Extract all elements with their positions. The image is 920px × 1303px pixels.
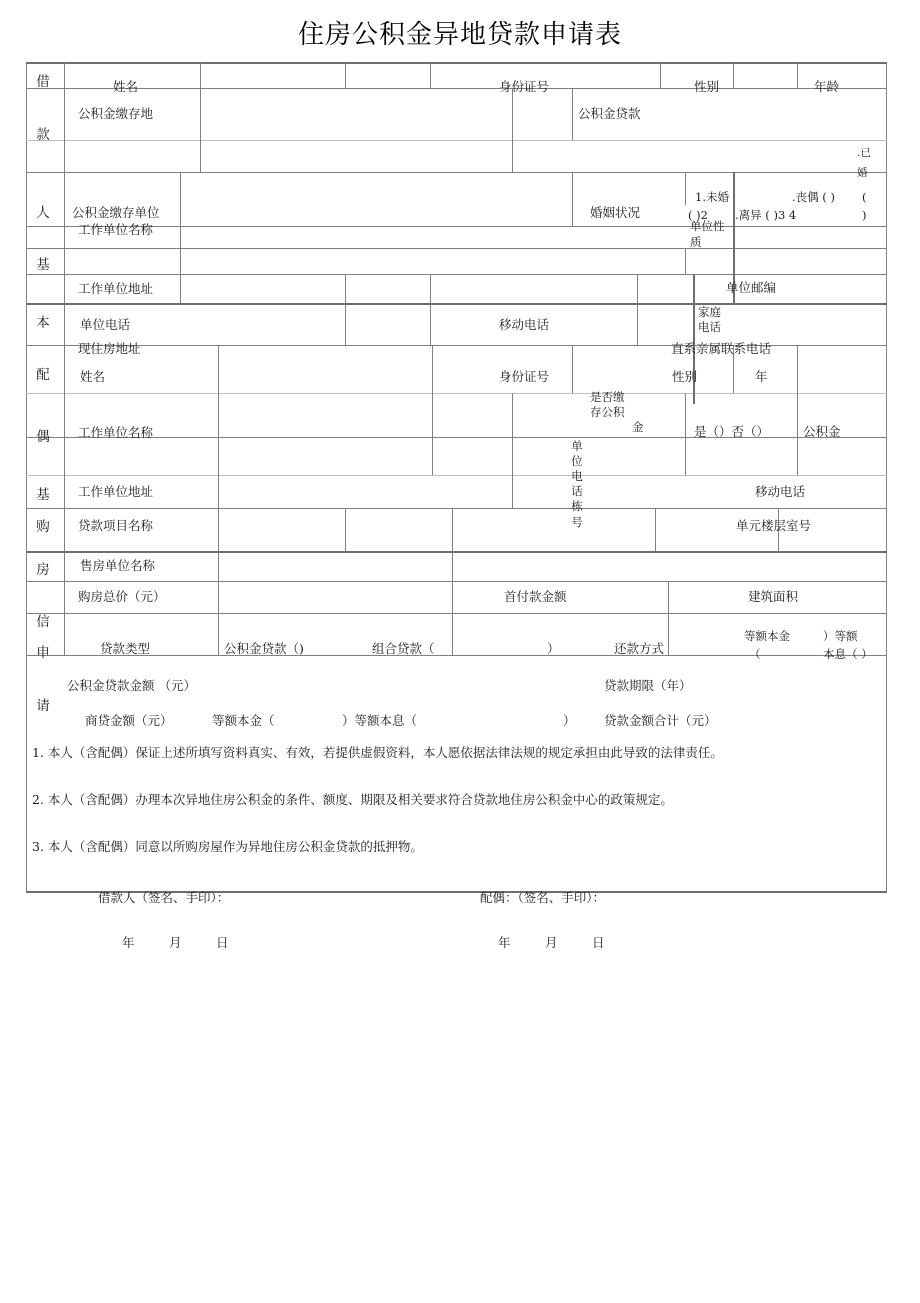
option-combined-loan-close: ）: [547, 641, 560, 656]
r8-col3-divider: [572, 345, 573, 393]
r6-col2-divider: [685, 248, 686, 274]
rule-r1-bottom: [26, 88, 887, 89]
label-marital-status: 婚姻状况: [590, 205, 641, 220]
rule-r11-bottom: [26, 475, 887, 476]
r1-col6-divider: [797, 62, 798, 88]
label-borrower-id: 身份证号: [499, 79, 550, 94]
r13-col3-divider: [452, 508, 453, 551]
rule-r6-bottom: [26, 274, 887, 275]
rail-char-spouse-2: 偶: [36, 429, 50, 445]
label-mobile-phone: 移动电话: [499, 317, 550, 332]
label-equal-installment: ）等额本息（: [342, 713, 418, 728]
label-spouse-unit-phone-vertical-1: 位: [571, 454, 583, 468]
r1-col3-divider: [430, 62, 431, 88]
label-relative-phone: 直系亲属联系电话: [671, 341, 772, 356]
r6-col1-divider: [180, 248, 181, 303]
marital-option-married-top: .已: [857, 147, 871, 159]
r8-col1-divider: [218, 345, 219, 393]
label-spouse-mobile-phone: 移动电话: [755, 484, 806, 499]
label-spouse-fund: 公积金: [803, 424, 841, 439]
r8-col2-divider: [432, 345, 433, 393]
label-building-no-1: 号: [571, 515, 583, 529]
r13-col1-divider: [218, 508, 219, 551]
rule-r9-bottom: [26, 393, 887, 394]
label-down-payment: 首付款金额: [504, 589, 567, 604]
r15-col1-divider: [218, 581, 219, 613]
r1-col2-divider: [345, 62, 346, 88]
rail-char-housing-2: 信: [36, 614, 50, 630]
declaration-2: 2. 本人（含配偶）办理本次异地住房公积金的条件、额度、期限及相关要求符合贷款地住房公积金中心的政策规定。: [32, 792, 673, 807]
rule-r15-bottom: [26, 613, 887, 614]
signature-borrower-label[interactable]: 借款人（签名、手印）：: [98, 890, 230, 905]
rail-separator: [64, 62, 65, 655]
label-has-fund-line2: 存公积: [590, 405, 625, 419]
r9-col2-divider: [432, 393, 433, 475]
rule-spouse-section-end: [26, 551, 887, 553]
r8-col5-divider: [797, 345, 798, 393]
label-closing-paren: ）: [563, 713, 576, 728]
rail-char-application-0: 请: [36, 698, 50, 714]
label-current-address: 现住房地址: [78, 341, 141, 356]
r16-col3-divider: [668, 613, 669, 655]
r2-col2-divider: [512, 88, 513, 172]
rail-char-borrower-2: 人: [36, 205, 50, 221]
rule-r2-bottom: [26, 140, 887, 141]
r4-col1-divider: [180, 172, 181, 248]
label-spouse-work-unit-name: 工作单位名称: [78, 425, 154, 440]
label-unit-nature-line2: 质: [690, 235, 702, 249]
rail-char-housing-3: 申: [36, 645, 50, 661]
r7-col2-divider: [430, 274, 431, 345]
rule-r5-bottom: [26, 248, 887, 249]
rail-char-housing-0: 购: [36, 519, 50, 535]
label-fund-deposit-place: 公积金缴存地: [78, 106, 154, 121]
label-spouse-gender: 性别: [672, 369, 698, 384]
label-spouse-unit-phone-vertical-3: 话: [571, 484, 583, 498]
r1-col1-divider: [200, 62, 201, 88]
label-spouse-id: 身份证号: [499, 369, 550, 384]
option-equal-principal-top: 等额本金: [744, 629, 790, 643]
r7-col1-divider: [345, 274, 346, 345]
r14-col1-divider: [218, 551, 219, 581]
label-unit-floor-room: 单元楼层室号: [736, 518, 812, 533]
rail-char-spouse-0: 本: [36, 315, 50, 331]
label-loan-term: 贷款期限（年）: [604, 678, 692, 693]
rail-char-housing-1: 房: [36, 562, 50, 578]
label-commercial-loan-amount: 商贷金额（元）: [85, 713, 173, 728]
frame-right-border: [886, 62, 887, 892]
rail-char-borrower-3: 基: [36, 257, 50, 273]
label-spouse-age: 年: [755, 369, 768, 384]
marital-option-divorced: .离异 ( )3 4: [735, 208, 797, 222]
signature-spouse-label[interactable]: 配偶：（签名、手印）：: [480, 890, 606, 905]
r9-col3-divider: [512, 393, 513, 508]
label-fund-loan-amount: 公积金贷款金额 （元）: [67, 678, 196, 693]
label-equal-principal: 等额本金（: [212, 713, 275, 728]
rail-char-spouse-1: 配: [36, 367, 50, 383]
r13-col4-divider: [655, 508, 656, 551]
label-unit-nature-line1: 单位性: [690, 219, 725, 233]
rule-r3-bottom: [26, 172, 887, 173]
label-has-fund-line1: 是否缴: [590, 390, 625, 404]
frame-top-border: [26, 62, 887, 64]
label-loan-project-name: 贷款项目名称: [78, 518, 154, 533]
label-fund-loan: 公积金贷款: [578, 106, 641, 121]
label-loan-total: 贷款金额合计（元）: [604, 713, 717, 728]
rail-char-spouse-3: 基: [36, 487, 50, 503]
page-title: 住房公积金异地贷款申请表: [297, 20, 622, 50]
option-equal-principal-bottom: （: [749, 647, 761, 661]
option-equal-installment-top: ）等额: [823, 629, 858, 643]
label-seller-unit-name: 售房单位名称: [80, 558, 156, 573]
rule-borrower-section-end: [26, 303, 887, 305]
label-spouse-name: 姓名: [80, 369, 106, 384]
r16-col1-divider: [218, 613, 219, 655]
label-loan-type: 贷款类型: [100, 641, 151, 656]
label-spouse-unit-phone-vertical-2: 电: [571, 469, 583, 483]
marital-option-widowed: .丧偶 ( ): [792, 190, 835, 204]
r9-col4-divider: [685, 393, 686, 475]
declaration-3: 3. 本人（含配偶）同意以所购房屋作为异地住房公积金贷款的抵押物。: [32, 839, 423, 854]
rule-r14-bottom: [26, 581, 887, 582]
r14-col2-divider: [452, 551, 453, 581]
label-borrower-age: 年龄: [814, 79, 840, 94]
marital-option-widowed-box-close: ): [862, 208, 867, 222]
signature-borrower-date[interactable]: 年 月 日: [122, 935, 240, 950]
r15-col2-divider: [452, 581, 453, 613]
has-fund-options: 是（）否（）: [694, 424, 770, 439]
r1-col4-divider: [660, 62, 661, 88]
r15-col3-divider: [668, 581, 669, 613]
r4-col2-divider: [572, 172, 573, 226]
marital-option-unmarried: 1.未婚: [695, 190, 729, 204]
label-work-unit-address: 工作单位地址: [78, 281, 154, 296]
frame-left-border: [26, 62, 27, 892]
label-building-no-0: 栋: [571, 499, 583, 513]
marital-option-unmarried-box: ( )2: [688, 208, 708, 222]
label-has-fund-line3: 金: [632, 420, 644, 434]
signature-spouse-date[interactable]: 年 月 日: [498, 935, 616, 950]
option-combined-loan-open: 组合贷款（: [372, 641, 435, 656]
label-fund-deposit-unit: 公积金缴存单位: [72, 205, 160, 220]
rule-r4-bottom: [26, 226, 887, 227]
r2-col1-divider: [200, 88, 201, 172]
rail-char-borrower-0: 借: [36, 74, 50, 90]
label-borrower-gender: 性别: [694, 79, 720, 94]
label-home-phone-line2: 电话: [698, 320, 721, 334]
label-work-unit-name: 工作单位名称: [78, 222, 154, 237]
label-spouse-unit-phone-vertical-0: 单: [571, 439, 583, 453]
rule-r12-bottom: [26, 508, 887, 509]
label-total-price: 购房总价（元）: [78, 589, 166, 604]
declaration-1: 1. 本人（含配偶）保证上述所填写资料真实、有效，若提供虚假资料，本人愿依据法律法规的规定承担由此导致的法律责任。: [32, 745, 723, 760]
r9-col5-divider: [797, 393, 798, 475]
r1-col5-divider: [733, 62, 734, 88]
label-borrower-name: 姓名: [113, 79, 139, 94]
marital-option-widowed-box-open: (: [862, 190, 867, 204]
label-repayment-method: 还款方式: [614, 641, 665, 656]
marital-option-married-bottom: 婚: [857, 167, 868, 179]
option-fund-loan: 公积金贷款（): [224, 641, 304, 656]
r4-col3-divider: [685, 172, 686, 205]
r7-col3-divider: [637, 274, 638, 345]
r2-col3-divider: [572, 88, 573, 140]
r13-col2-divider: [345, 508, 346, 551]
r16-col2-divider: [452, 613, 453, 655]
label-unit-phone: 单位电话: [80, 317, 131, 332]
rail-char-borrower-1: 款: [36, 127, 50, 143]
label-home-phone-line1: 家庭: [698, 305, 721, 319]
r12-col1-divider: [218, 475, 219, 508]
option-equal-installment-bottom: 本息（ ）: [823, 647, 873, 661]
label-unit-postcode: 单位邮编: [726, 280, 777, 295]
label-spouse-work-unit-address: 工作单位地址: [78, 484, 154, 499]
r7-homephone-divider: [693, 274, 695, 404]
label-floor-area: 建筑面积: [748, 589, 799, 604]
